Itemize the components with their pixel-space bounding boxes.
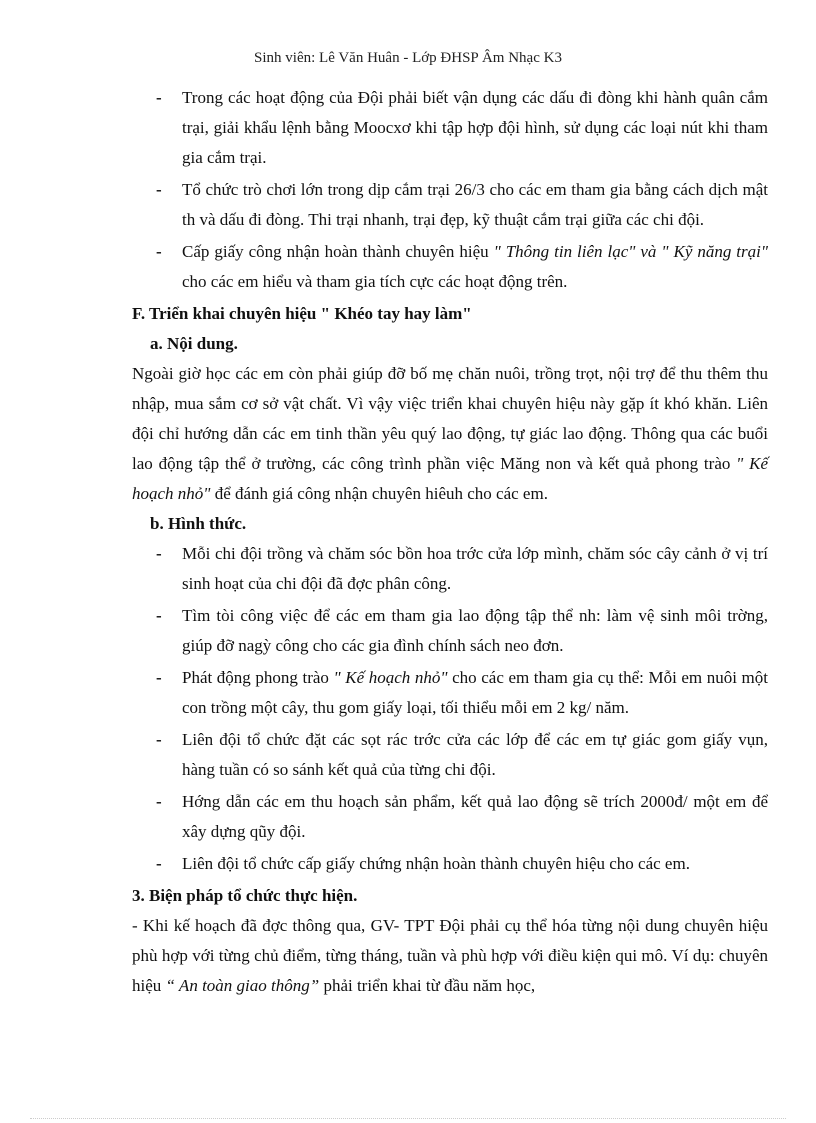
list-item: [132, 83, 768, 173]
bullet-dash: -: [156, 606, 162, 625]
list-item-text: Phát động phong trào: [182, 668, 334, 687]
list-item: [132, 539, 768, 599]
bullet-dash: -: [156, 242, 162, 261]
subsection-a-heading: a. Nội dung.: [150, 334, 238, 353]
list-item-text: Mỗi chi đội trồng và chăm sóc bồn hoa trớc cửa lớp mình, chăm sóc cây cảnh ở vị trí sinh hoạt của chi đội đã đợc phân công.: [182, 544, 768, 593]
list-item-text: Tìm tòi công việc để các em tham gia lao động tập thể nh: làm vệ sinh môi trờng, giúp đỡ nagỳ công cho các gia đình chính sách neo đơn.: [182, 606, 768, 655]
paragraph-content: [132, 911, 768, 1001]
section-3-heading: 3. Biện pháp tổ chức thực hiện.: [132, 886, 358, 905]
page-bottom-divider: [30, 1118, 786, 1119]
list-item-text: Trong các hoạt động của Đội phải biết vận dụng các dấu đi đòng khi hành quân cắm trại, giải khẩu lệnh bằng Moocxơ khi tập hợp đội hình, sử dụng các loại nút khi tham gia cắm trại.: [182, 88, 768, 167]
list-item: [132, 849, 768, 879]
list-item-italic: " Thông tin liên lạc" và " Kỹ năng trại": [493, 242, 768, 261]
list-item-text: Liên đội tổ chức cấp giấy chứng nhận hoàn thành chuyên hiệu cho các em.: [182, 854, 690, 873]
list-item-text: cho các em tham gia cụ thể: Mỗi em nuôi một con trồng một cây, thu gom giấy loại, tối thiểu mỗi em 2 kg/ năm.: [182, 668, 768, 717]
list-item-italic: " Kế hoạch nhỏ": [333, 668, 448, 687]
section-f-heading: F. Triển khai chuyên hiệu " Khéo tay hay làm": [132, 304, 472, 323]
list-item: [132, 175, 768, 235]
list-item-text: Cấp giấy công nhận hoàn thành chuyên hiệu: [182, 242, 494, 261]
bullet-dash: -: [156, 180, 162, 199]
paragraph-italic: " Kế hoạch nhỏ": [132, 454, 768, 503]
page-header: Sinh viên: Lê Văn Huân - Lớp ĐHSP Âm Nhạc K3: [254, 50, 562, 66]
paragraph-text: phải triển khai từ đầu năm học,: [319, 976, 536, 995]
list-item: [132, 725, 768, 785]
paragraph-content: [132, 359, 768, 509]
paragraph-text: để đánh giá công nhận chuyên hiêuh cho các em.: [210, 484, 548, 503]
bullet-dash: -: [156, 668, 162, 687]
list-item: [132, 237, 768, 297]
list-item: [132, 663, 768, 723]
list-item: [132, 601, 768, 661]
document-body: [132, 83, 768, 1001]
bullet-dash: -: [156, 544, 162, 563]
bullet-dash: -: [156, 88, 162, 107]
list-item: [132, 787, 768, 847]
list-item-text: cho các em hiểu và tham gia tích cực các hoạt động trên.: [182, 272, 568, 291]
bullet-dash: -: [156, 730, 162, 749]
list-item-text: Liên đội tổ chức đặt các sọt rác trớc cửa các lớp để các em tự giác gom giấy vụn, hàng tuần có so sánh kết quả của từng chi đội.: [182, 730, 768, 779]
list-item-text: Tổ chức trò chơi lớn trong dịp cắm trại 26/3 cho các em tham gia bằng cách dịch mật th và dấu đi đòng. Thi trại nhanh, trại đẹp, kỹ thuật cắm trại giữa các chi đội.: [182, 180, 768, 229]
paragraph-text: - Khi kế hoạch đã đợc thông qua, GV- TPT Đội phải cụ thể hóa từng nội dung chuyên hiệu phù hợp với từng chủ điểm, từng tháng, tuần và phù hợp với điều kiện qui mô. Ví dụ: chuyên hiệu: [132, 916, 768, 995]
paragraph-italic: “ An toàn giao thông”: [165, 976, 320, 995]
paragraph-text: Ngoài giờ học các em còn phải giúp đỡ bố mẹ chăn nuôi, trồng trọt, nội trợ để thu thêm thu nhập, mua sắm cơ sở vật chất. Vì vậy việc triển khai chuyên hiệu này gặp ít khó khăn. Liên đội chỉ hướng dẫn các em tinh thần yêu quý lao động, tự giác lao động. Thông qua các buổi lao động tập thể ở trường, các công trình phần việc Măng non và kết quả phong trào: [132, 364, 768, 473]
bullet-dash: -: [156, 792, 162, 811]
bullet-dash: -: [156, 854, 162, 873]
list-item-text: Hớng dẫn các em thu hoạch sản phẩm, kết quả lao động sẽ trích 2000đ/ một em để xây dựng qũy đội.: [182, 792, 768, 841]
subsection-b-heading: b. Hình thức.: [150, 514, 247, 533]
